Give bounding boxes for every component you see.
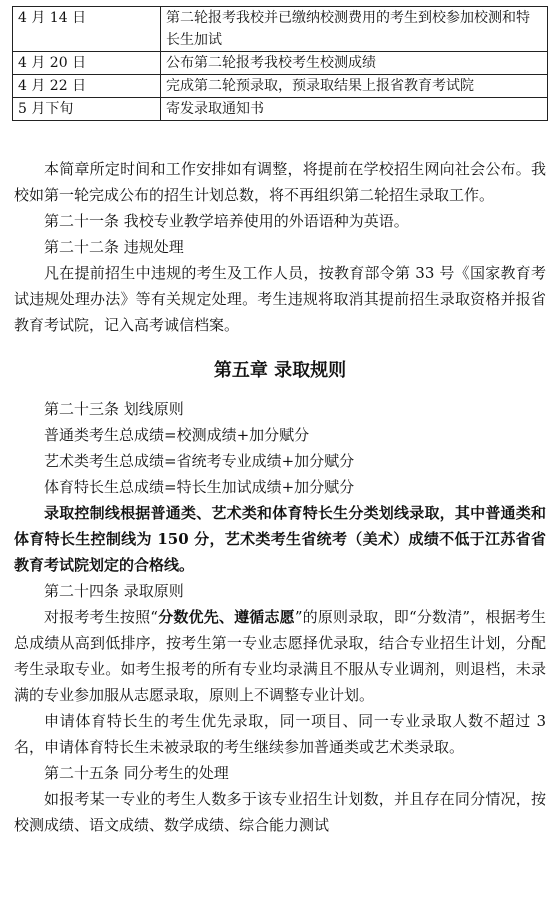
schedule-date: 4 月 14 日	[13, 7, 161, 52]
table-row	[13, 75, 548, 98]
formula-general: 普通类考生总成绩=校测成绩+加分赋分	[44, 426, 310, 444]
document-body	[14, 156, 546, 838]
formula-sports: 体育特长生总成绩=特长生加试成绩+加分赋分	[44, 478, 355, 496]
article-22-heading: 第二十二条 违规处理	[44, 238, 184, 256]
schedule-event: 寄发录取通知书	[161, 98, 548, 121]
article-25-heading: 第二十五条 同分考生的处理	[44, 764, 229, 782]
article-23-heading: 第二十三条 划线原则	[44, 400, 184, 418]
schedule-date: 4 月 22 日	[13, 75, 161, 98]
principle-text-before: 对报考考生按照“	[44, 608, 158, 626]
table-row	[13, 52, 548, 75]
control-line-paragraph: 录取控制线根据普通类、艺术类和体育特长生分类划线录取，其中普通类和体育特长生控制线为 150 分，艺术类考生省统考（美术）成绩不低于江苏省省教育考试院划定的合格线。	[14, 504, 546, 574]
schedule-note-paragraph: 本简章所定时间和工作安排如有调整，将提前在学校招生网向社会公布。我校如第一轮完成公布的招生计划总数，将不再组织第二轮招生录取工作。	[14, 160, 546, 204]
admission-principle-paragraph	[14, 604, 546, 708]
schedule-date: 4 月 20 日	[13, 52, 161, 75]
article-24-heading: 第二十四条 录取原则	[44, 582, 184, 600]
schedule-date: 5 月下旬	[13, 98, 161, 121]
formula-art: 艺术类考生总成绩=省统考专业成绩+加分赋分	[44, 452, 355, 470]
table-row	[13, 98, 548, 121]
article-21: 第二十一条 我校专业教学培养使用的外语语种为英语。	[44, 212, 409, 230]
principle-emphasis: 分数优先、遵循志愿	[157, 608, 295, 626]
schedule-table	[12, 6, 548, 121]
violation-paragraph: 凡在提前招生中违规的考生及工作人员，按教育部令第 33 号《国家教育考试违规处理办法》等有关规定处理。考生违规将取消其提前招生录取资格并报省教育考试院，记入高考诚信档案。	[14, 264, 546, 334]
principle-text-after: ”的原则录取，即“分数清”，根据考生总成绩从高到低排序，按考生第一专业志愿择优录取，结合专业招生计划，分配考生录取专业。如考生报考的所有专业均录满且不服从专业调剂，则退档，未录满的专业参加服从志愿录取，原则上不调整专业计划。	[14, 608, 546, 704]
chapter-title: 第五章 录取规则	[213, 360, 347, 381]
schedule-event: 公布第二轮报考我校考生校测成绩	[161, 52, 548, 75]
sports-priority-paragraph: 申请体育特长生的考生优先录取，同一项目、同一专业录取人数不超过 3 名，申请体育特长生未被录取的考生继续参加普通类或艺术类录取。	[14, 712, 546, 756]
table-row	[13, 7, 548, 52]
schedule-event: 完成第二轮预录取，预录取结果上报省教育考试院	[161, 75, 548, 98]
same-score-paragraph: 如报考某一专业的考生人数多于该专业招生计划数，并且存在同分情况，按校测成绩、语文成绩、数学成绩、综合能力测试	[14, 790, 546, 834]
schedule-event: 第二轮报考我校并已缴纳校测费用的考生到校参加校测和特长生加试	[161, 7, 548, 52]
